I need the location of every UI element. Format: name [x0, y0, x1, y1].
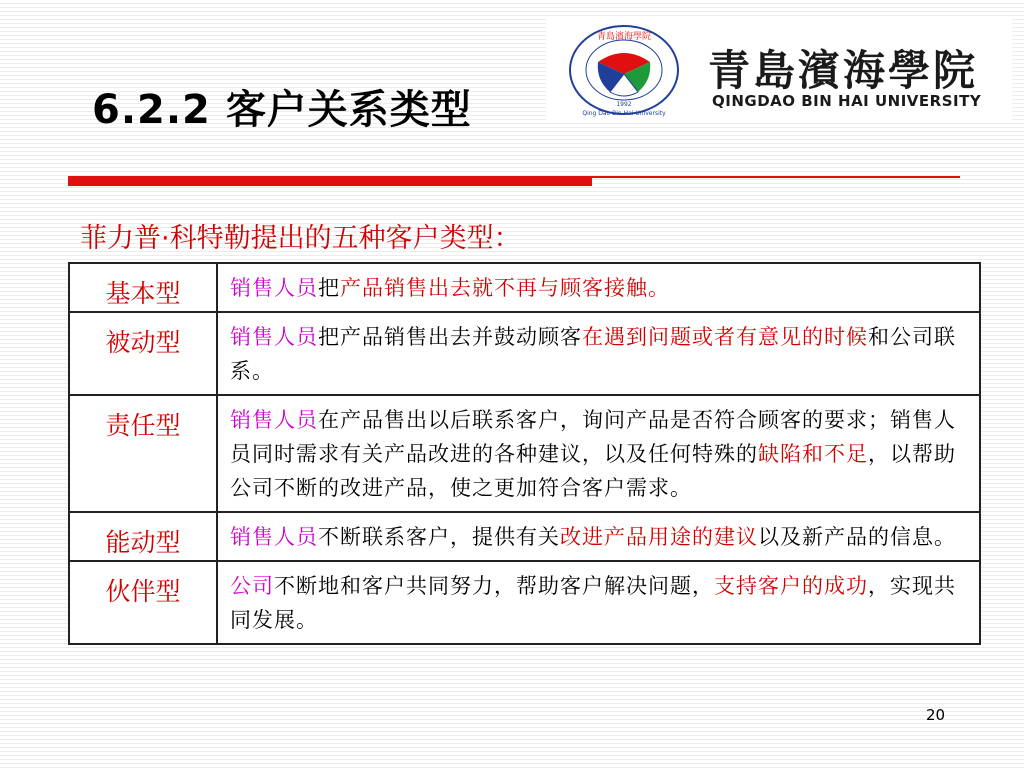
type-description-cell [217, 312, 980, 395]
description-segment: 把 [318, 276, 340, 300]
title-rule-thick [68, 176, 592, 186]
seal-text: 青島濱海學院 [596, 32, 652, 42]
table-row [69, 512, 980, 561]
table-row [69, 561, 980, 644]
type-name-cell: 责任型 [69, 395, 217, 512]
intro-text: 菲力普·科特勒提出的五种客户类型： [80, 223, 521, 254]
university-seal-icon [566, 22, 682, 118]
description-segment: 在遇到问题或者有意见的时候 [582, 325, 868, 349]
description-segment: 在产品售出以后联系客户，询问产品是否符合顾客的要求；销售人员同时需求有关产品改进的各种建议，以及任何特殊的 [230, 408, 956, 466]
description-segment: 产品销售出去就不再与顾客接触。 [340, 276, 670, 300]
description-segment: 和公司联系。 [230, 325, 956, 383]
title-rule-thin [592, 176, 960, 178]
type-name-cell: 伙伴型 [69, 561, 217, 644]
description-segment: 改进产品用途的建议 [560, 525, 758, 549]
slide-title: 6.2.2 客户关系类型 [92, 87, 472, 133]
description-segment: 销售人员 [230, 408, 318, 432]
type-description-cell [217, 512, 980, 561]
type-description-cell [217, 395, 980, 512]
description-segment: ，实现共同发展。 [230, 574, 956, 632]
type-description-cell [217, 263, 980, 312]
description-segment: 销售人员 [230, 525, 318, 549]
type-name-cell: 能动型 [69, 512, 217, 561]
seal-ring-text: Qing Dao Bin Hai University [582, 110, 666, 117]
logo-chinese-name: 青島濱海學院 [708, 46, 979, 95]
type-name-cell: 基本型 [69, 263, 217, 312]
description-segment: 支持客户的成功 [714, 574, 868, 598]
table-row [69, 263, 980, 312]
description-segment: 不断联系客户，提供有关 [318, 525, 560, 549]
table-row [69, 312, 980, 395]
type-description-cell [217, 561, 980, 644]
page-number: 20 [926, 706, 946, 724]
seal-year: 1992 [616, 101, 632, 108]
description-segment: 公司 [230, 574, 274, 598]
university-logo [546, 16, 1012, 122]
description-segment: 销售人员 [230, 276, 318, 300]
description-segment: 不断地和客户共同努力，帮助客户解决问题， [274, 574, 714, 598]
description-segment: 销售人员 [230, 325, 318, 349]
customer-types-table [68, 262, 981, 645]
description-segment: 把产品销售出去并鼓动顾客 [318, 325, 582, 349]
description-segment: 以及新产品的信息。 [758, 525, 956, 549]
logo-english-name: QINGDAO BIN HAI UNIVERSITY [712, 92, 982, 110]
type-name-cell: 被动型 [69, 312, 217, 395]
description-segment: ，以帮助公司不断的改进产品，使之更加符合客户需求。 [230, 442, 956, 500]
description-segment: 缺陷和不足 [758, 442, 868, 466]
table-row [69, 395, 980, 512]
